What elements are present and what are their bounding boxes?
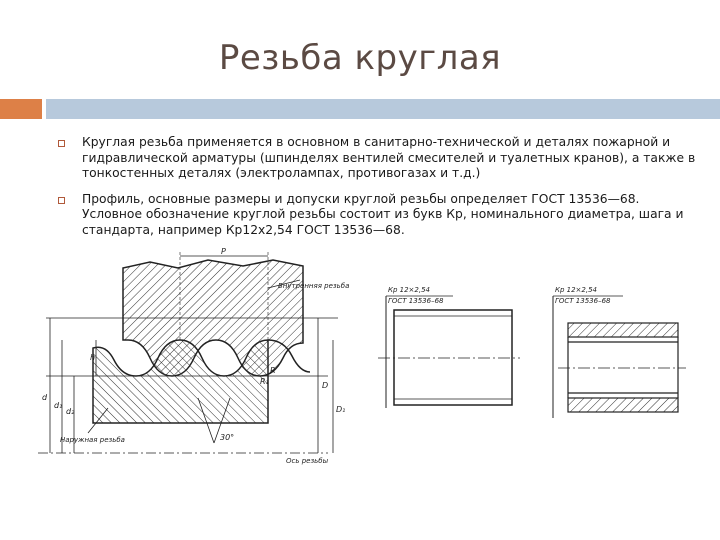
figures-area [38, 248, 688, 478]
dim-R-label: R [270, 366, 276, 375]
dim-d2-label: d₂ [66, 407, 75, 416]
header-band [46, 99, 720, 119]
external-designation: Кр 12×2,54 [388, 286, 430, 294]
bullet-list [58, 135, 698, 248]
external-thread-figure [378, 286, 520, 408]
bullet-square-icon [58, 140, 65, 147]
dim-R1-label: R₁ [260, 377, 269, 386]
dim-d1-label: d₁ [54, 401, 63, 410]
dim-d-label: d [42, 393, 48, 402]
thread-drawings [38, 248, 688, 478]
accent-bar [0, 99, 42, 119]
dim-D-label: D [322, 381, 329, 390]
dim-D1-label: D₁ [336, 405, 346, 414]
slide-title: Резьба круглая [218, 38, 502, 78]
dim-h-label: h [90, 353, 96, 362]
external-standard: ГОСТ 13536–68 [388, 297, 444, 305]
bullet-text: Профиль, основные размеры и допуски круглой резьбы определяет ГОСТ 13536—68. Условное обозначение круглой резьбы состоит из букв Кр, номинального диаметра, шага и стандарта, например Кр12х2,54 ГОСТ 13536—68. [82, 191, 684, 237]
thread-profile-figure [38, 248, 349, 465]
bullet-square-icon [58, 197, 65, 204]
internal-standard: ГОСТ 13536–68 [555, 297, 611, 305]
internal-designation: Кр 12×2,54 [555, 286, 597, 294]
bullet-item [58, 135, 698, 182]
bullet-text: Круглая резьба применяется в основном в санитарно-технической и деталях пожарной и гидравлической арматуры (шпинделях вентилей смесителей и туалетных кранов), а также в тонкостенных деталях (электролампах, противогазах и т.д.) [82, 135, 696, 180]
external-thread-label: Наружная резьба [60, 436, 125, 444]
angle-label: 30° [220, 433, 235, 442]
thread-axis-label: Ось резьбы [286, 457, 329, 465]
internal-thread-label: Внутренняя резьба [278, 282, 350, 290]
internal-thread-figure [553, 286, 686, 418]
bolt-outline [394, 310, 512, 405]
pitch-label: P [221, 248, 226, 256]
bullet-item [58, 192, 698, 239]
